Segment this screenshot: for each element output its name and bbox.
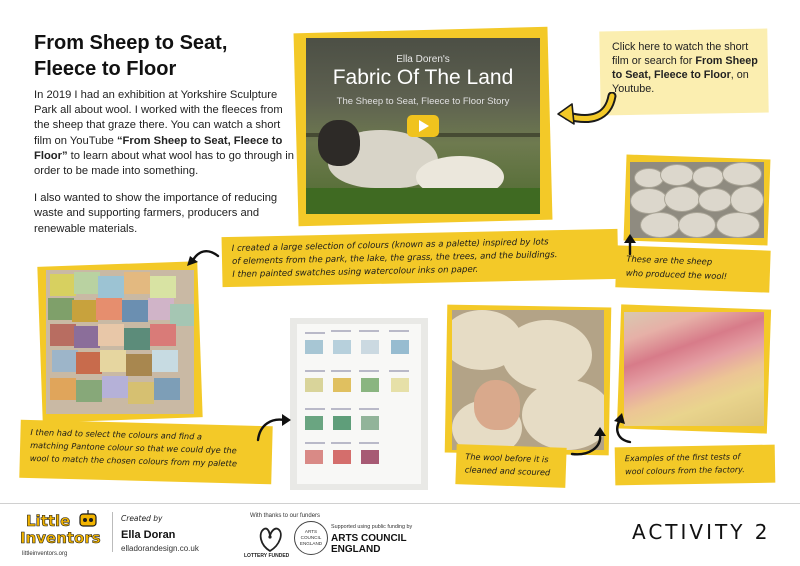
logo-url[interactable]: littleinventors.org	[22, 551, 68, 557]
wool-line-1: The wool before it is	[465, 451, 549, 465]
video-note-bold: From Sheep to Seat, Fleece to Floor	[612, 55, 758, 81]
author-website-link[interactable]: elladorandesign.co.uk	[121, 544, 199, 553]
tests-line-1: Examples of the first tests of	[624, 452, 741, 464]
sheep-line-1: These are the sheep	[626, 253, 713, 267]
pantone-callout	[19, 420, 272, 485]
video-author: Ella Doren's	[396, 54, 450, 65]
public-funding-label: Supported using public funding by	[331, 524, 413, 530]
palette-callout	[222, 229, 619, 287]
page-title-line-1: From Sheep to Seat,	[34, 32, 228, 54]
arrow-to-wool-icon	[568, 426, 608, 460]
lottery-funded-label: LOTTERY FUNDED	[244, 553, 290, 559]
tests-line-2: wool colours from the factory.	[625, 465, 745, 477]
page-title	[34, 30, 274, 82]
intro-p1-end: to learn about what wool has to go through in order to be made into something.	[34, 149, 294, 178]
wool-callout	[455, 444, 566, 488]
play-button-icon[interactable]	[407, 115, 439, 137]
robot-mascot-icon	[76, 510, 100, 530]
pantone-line-2: matching Pantone colour so that we could dye the	[30, 439, 237, 456]
arts-council-seal-text: ARTS COUNCIL ENGLAND	[299, 529, 323, 546]
video-thumbnail[interactable]	[306, 38, 540, 214]
intro-paragraph-2: I also wanted to show the importance of reducing waste and supporting farmers, producers and renewable materials.	[34, 192, 278, 235]
funders-thanks: With thanks to our funders	[250, 513, 321, 519]
hand-shape	[474, 380, 520, 430]
wool-line-2: cleaned and scoured	[464, 464, 551, 478]
arrow-to-colour-tests-icon	[608, 412, 638, 444]
arrow-to-sheep-icon	[620, 234, 640, 256]
arts-council-name: ARTS COUNCIL ENGLAND	[331, 533, 407, 555]
intro-text	[34, 88, 296, 249]
sheep-line-2: who produced the wool!	[625, 267, 728, 282]
sheep-head-shape	[318, 120, 360, 166]
arrow-to-swatches-icon	[186, 246, 220, 270]
palette-line-2: of elements from the park, the lake, the grass, the trees, and the buildings.	[231, 250, 558, 267]
intro-paragraph-1	[34, 88, 296, 179]
colour-swatches-photo	[46, 270, 194, 414]
intro-p1-start: In 2019 I had an exhibition at Yorkshire Sculpture Park all about wool. I worked with the fleeces from the sheep that graze there. You can watch a short film on YouTube	[34, 89, 283, 147]
activity-label: ACTIVITY 2	[632, 520, 771, 544]
logo-word-2: Inventors	[20, 529, 101, 547]
palette-line-1: I created a large selection of colours (known as a palette) inspired by lots	[231, 237, 549, 254]
grass-shape	[306, 188, 540, 214]
page-title-line-2: Fleece to Floor	[34, 58, 177, 80]
arrow-to-palette-icon	[254, 412, 292, 442]
dyed-wool-tests-photo	[624, 312, 764, 426]
tests-callout	[615, 445, 776, 486]
video-subtitle: The Sheep to Seat, Fleece to Floor Story	[336, 96, 510, 107]
curved-arrow-icon	[556, 92, 618, 128]
video-note-text[interactable]	[612, 40, 762, 96]
film-title-bold: “From Sheep to Seat, Fleece to Floor”	[34, 134, 283, 162]
logo-word-1: Little	[26, 512, 71, 530]
created-by-label: Created by	[121, 514, 163, 523]
palette-line-3: I then painted swatches using watercolour inks on paper.	[232, 264, 479, 280]
footer-separator	[112, 512, 113, 552]
pantone-line-3: wool to match the chosen colours from my palette	[29, 452, 238, 469]
author-name: Ella Doran	[121, 529, 176, 541]
pantone-sheet-photo	[297, 324, 421, 484]
sheep-flock-photo	[630, 162, 764, 238]
video-title: Fabric Of The Land	[332, 66, 514, 89]
video-note-suffix: , on Youtube.	[612, 69, 749, 95]
lottery-crossed-fingers-icon	[250, 525, 290, 555]
pantone-line-1: I then had to select the colours and find a	[30, 426, 203, 442]
little-inventors-logo[interactable]	[18, 510, 104, 556]
video-note-lead: Click here to watch the short film or search for	[612, 41, 749, 67]
footer-divider	[0, 503, 800, 504]
